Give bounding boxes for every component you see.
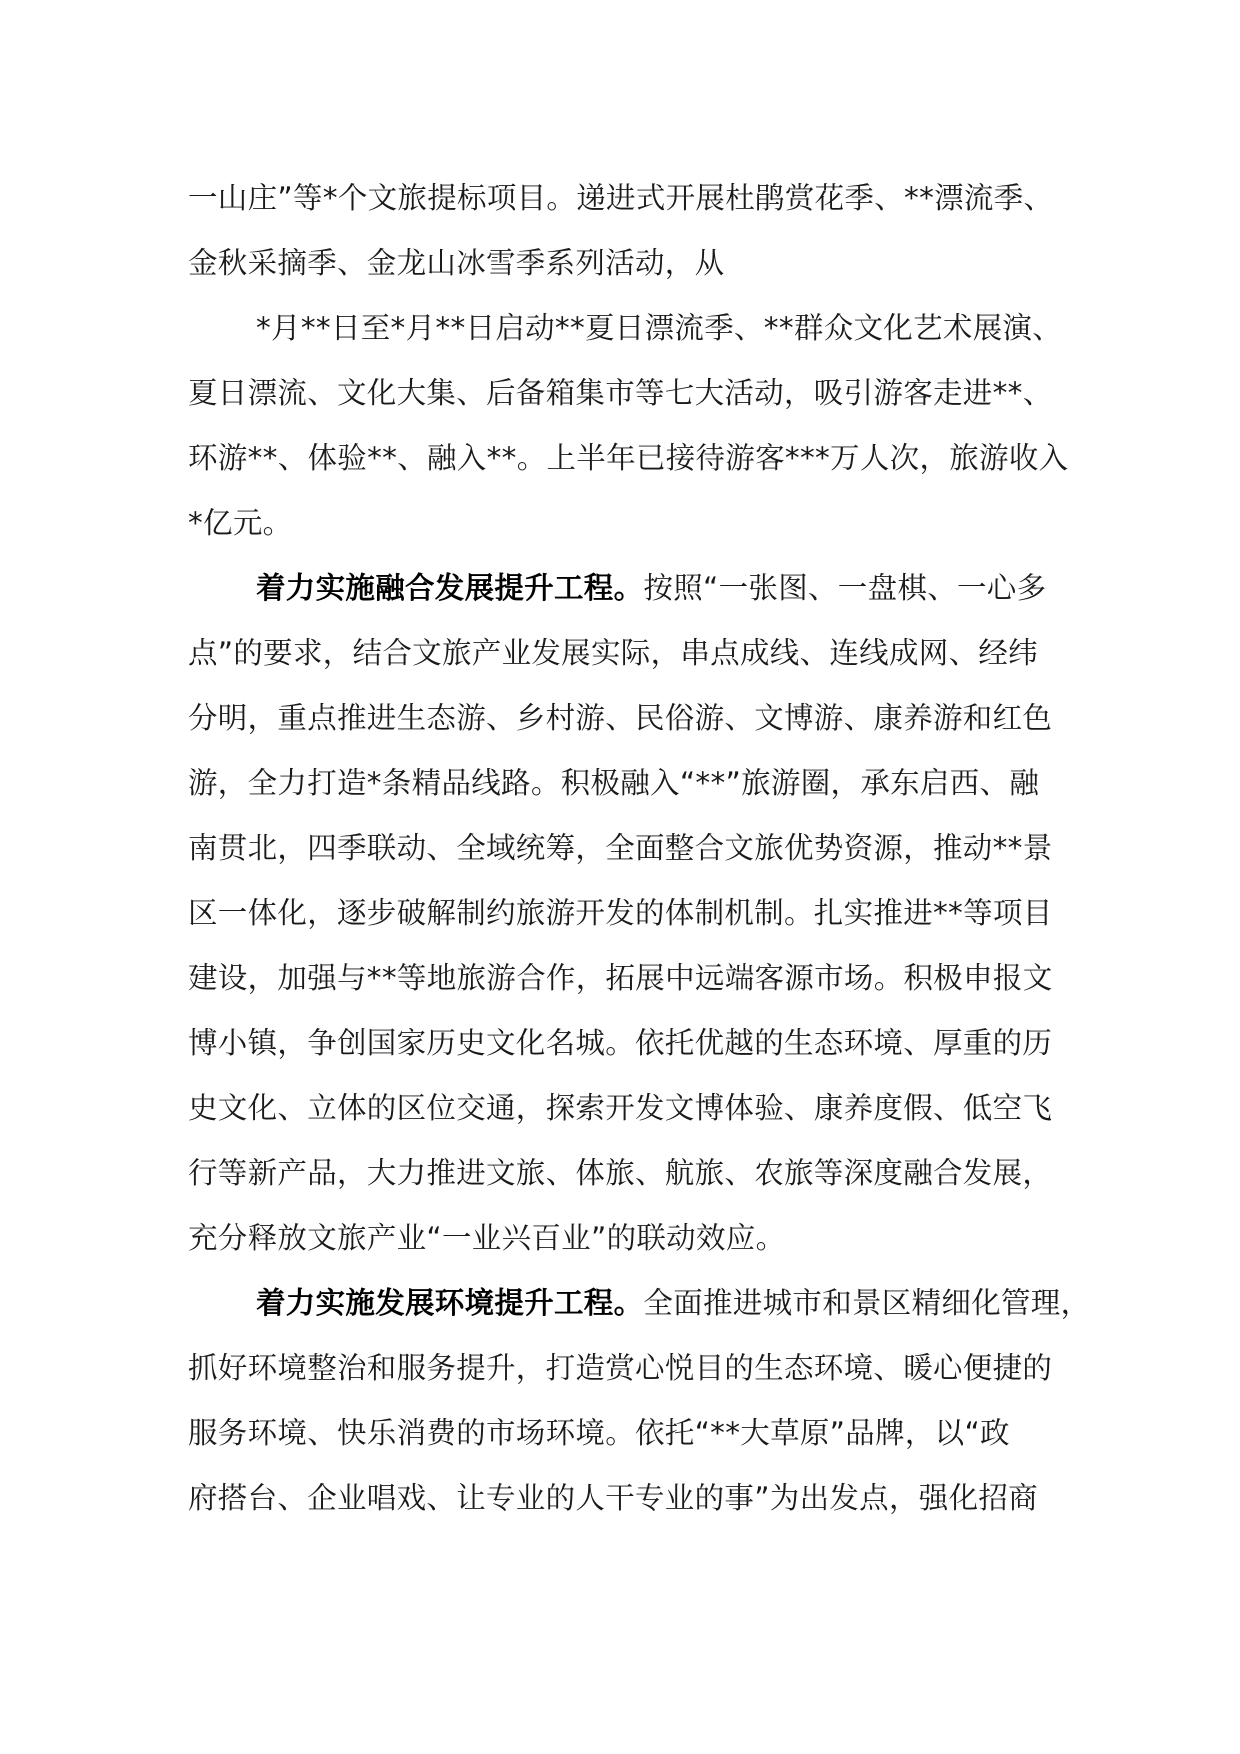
paragraph-line: 府搭台、企业唱戏、让专业的人干专业的事”为出发点，强化招商 xyxy=(188,1481,1038,1515)
paragraph-line: 抓好环境整治和服务提升，打造赏心悦目的生态环境、暖心便捷的 xyxy=(188,1351,1053,1385)
section-heading-fusion: 着力实施融合发展提升工程。 xyxy=(256,571,644,605)
paragraph-line: 充分释放文旅产业“一业兴百业”的联动效应。 xyxy=(188,1221,786,1255)
section-heading-environment: 着力实施发展环境提升工程。 xyxy=(256,1286,644,1320)
paragraph-line: 金秋采摘季、金龙山冰雪季系列活动，从 xyxy=(188,246,725,280)
paragraph-line: 环游**、体验**、融入**。上半年已接待游客***万人次，旅游收入 xyxy=(188,441,1069,475)
paragraph-line: 一山庄”等*个文旅提标项目。递进式开展杜鹃赏花季、**漂流季、 xyxy=(188,181,1054,215)
document-body xyxy=(188,166,1091,1531)
paragraph-text: 全面推进城市和景区精细化管理， xyxy=(643,1286,1091,1320)
paragraph-line: 分明，重点推进生态游、乡村游、民俗游、文博游、康养游和红色 xyxy=(188,701,1053,735)
paragraph-line: *月**日至*月**日启动**夏日漂流季、**群众文化艺术展演、 xyxy=(256,311,1063,345)
paragraph-line: 服务环境、快乐消费的市场环境。依托“**大草原”品牌，以“政 xyxy=(188,1416,1010,1450)
paragraph-first-line xyxy=(188,1271,1091,1336)
paragraph-first-line xyxy=(188,556,1068,621)
paragraph-line: 夏日漂流、文化大集、后备箱集市等七大活动，吸引游客走进**、 xyxy=(188,376,1053,410)
paragraph-line: 史文化、立体的区位交通，探索开发文博体验、康养度假、低空飞 xyxy=(188,1091,1053,1125)
paragraph-line: 区一体化，逐步破解制约旅游开发的体制机制。扎实推进**等项目 xyxy=(188,896,1053,930)
paragraph-line: 游，全力打造*条精品线路。积极融入“**”旅游圈，承东启西、融 xyxy=(188,766,1040,800)
paragraph-line: 行等新产品，大力推进文旅、体旅、航旅、农旅等深度融合发展， xyxy=(188,1156,1053,1190)
paragraph-line: 点”的要求，结合文旅产业发展实际，串点成线、连线成网、经纬 xyxy=(188,636,1038,670)
paragraph-line: *亿元。 xyxy=(188,506,293,540)
paragraph-line: 博小镇，争创国家历史文化名城。依托优越的生态环境、厚重的历 xyxy=(188,1026,1053,1060)
paragraph-line: 建设，加强与**等地旅游合作，拓展中远端客源市场。积极申报文 xyxy=(188,961,1053,995)
paragraph-text: 按照“一张图、一盘棋、一心多 xyxy=(643,571,1047,605)
paragraph-line: 南贯北，四季联动、全域统筹，全面整合文旅优势资源，推动**景 xyxy=(188,831,1053,865)
